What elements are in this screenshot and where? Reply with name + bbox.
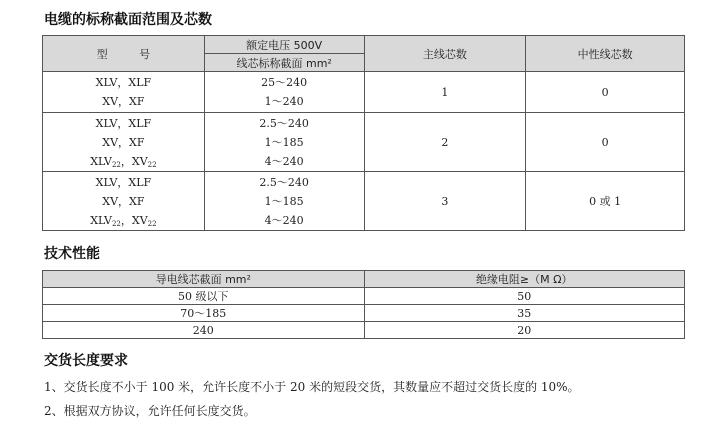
main-cores-cell: 1 [364,72,526,113]
section-title-performance: 技术性能 [44,246,100,262]
resistance-cell: 35 [364,305,685,322]
areas-cell: 2.5～240 1～185 4～240 [204,113,364,172]
table-row [43,113,685,172]
header-section-area: 线芯标称截面 mm² [204,54,364,72]
main-cores-cell: 2 [364,113,526,172]
header-rated-voltage: 额定电压 500V [204,36,364,54]
cores-table [42,35,685,231]
models-cell: XLV，XLF XV，XF $XLV_{22}$，$XV_{22}$ [43,172,205,231]
areas-cell: 2.5～240 1～185 4～240 [204,172,364,231]
main-cores-cell: 3 [364,172,526,231]
header-main-cores: 主线芯数 [364,36,526,72]
table-row [43,288,685,305]
area-cell: 50 级以下 [43,288,365,305]
models-cell: XLV，XLF XV，XF [43,72,205,113]
section-title-cores: 电缆的标称截面范围及芯数 [44,12,212,28]
table-row [43,322,685,339]
delivery-note-2: 2、根据双方协议，允许任何长度交货。 [44,404,256,418]
neutral-cores-cell: 0 [526,72,685,113]
header-model: 型 号 [43,36,205,72]
area-cell: 70～185 [43,305,365,322]
header-neutral-cores: 中性线芯数 [526,36,685,72]
model-subscript: $XLV_{22}$，$XV_{22}$ [90,213,157,228]
models-cell: XLV，XLF XV，XF $XLV_{22}$，$XV_{22}$ [43,113,205,172]
neutral-cores-cell: 0 [526,113,685,172]
table-row [43,172,685,231]
resistance-cell: 50 [364,288,685,305]
areas-cell: 25～240 1～240 [204,72,364,113]
table-row [43,305,685,322]
resistance-cell: 20 [364,322,685,339]
delivery-note-1: 1、交货长度不小于 100 米，允许长度不小于 20 米的短段交货，其数量应不超过交货长度的 10%。 [44,380,580,394]
performance-table [42,270,685,339]
model-subscript: $XLV_{22}$，$XV_{22}$ [90,154,157,169]
neutral-cores-cell: 0 或 1 [526,172,685,231]
header-insulation-resistance: 绝缘电阻≥（M Ω） [364,271,685,288]
area-cell: 240 [43,322,365,339]
table-row [43,72,685,113]
section-title-delivery: 交货长度要求 [44,353,128,369]
header-conductor-area: 导电线芯截面 mm² [43,271,365,288]
